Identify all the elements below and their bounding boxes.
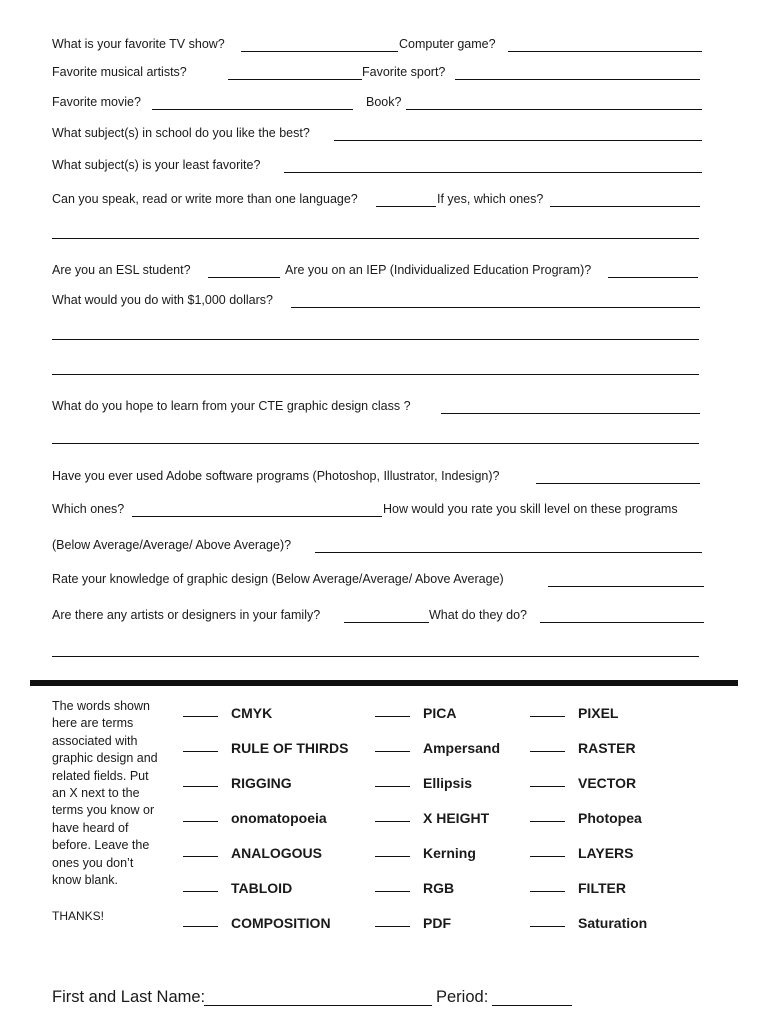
answer-field-1000-dollars[interactable] [291,294,700,308]
term-checkbox-line[interactable] [375,856,410,857]
question-label: Computer game? [399,37,496,51]
term-label: X HEIGHT [423,810,490,826]
question-label: Which ones? [52,502,125,516]
term-checkbox-line[interactable] [530,856,565,857]
term-label: LAYERS [578,845,634,861]
answer-field-computer-game[interactable] [508,38,702,52]
term-checkbox-line[interactable] [183,891,218,892]
answer-line-1000-dollars[interactable] [52,374,699,375]
answer-field-iep[interactable] [608,264,698,278]
answer-field-which-ones[interactable] [132,503,382,517]
question-label: Have you ever used Adobe software programs (Photoshop, Illustrator, Indesign)? [52,469,500,483]
term-label: PICA [423,705,457,721]
term-item [375,738,525,758]
question-label: How would you rate you skill level on these programs [383,502,678,516]
term-checkbox-line[interactable] [183,856,218,857]
answer-line-languages[interactable] [52,238,699,239]
question-label: Are there any artists or designers in your family? [52,608,321,622]
answer-field-hope-to-learn[interactable] [441,400,700,414]
term-item [183,703,363,723]
name-label: First and Last Name: [52,988,206,1006]
term-checkbox-line[interactable] [183,716,218,717]
term-label: Kerning [423,845,476,861]
term-item [375,773,525,793]
term-label: ANALOGOUS [231,845,322,861]
term-item [375,703,525,723]
answer-line-family[interactable] [52,656,699,657]
question-label: What subject(s) is your least favorite? [52,158,261,172]
term-item [530,878,670,898]
question-1000-dollars [52,290,700,310]
term-label: CMYK [231,705,273,721]
term-checkbox-line[interactable] [375,716,410,717]
term-checkbox-line[interactable] [530,716,565,717]
term-checkbox-line[interactable] [375,926,410,927]
term-checkbox-line[interactable] [183,786,218,787]
term-checkbox-line[interactable] [530,751,565,752]
term-checkbox-line[interactable] [375,786,410,787]
question-tv-show [52,34,702,54]
term-checkbox-line[interactable] [375,751,410,752]
answer-field-adobe-used[interactable] [536,470,700,484]
answer-field-design-knowledge[interactable] [548,573,704,587]
question-adobe-used [52,466,700,486]
terms-instructions: The words shown here are terms associated with graphic design and related fields. Put an X next to the terms you know or have heard of before. Leave the ones you don’t know blank. [52,699,158,888]
term-label: COMPOSITION [231,915,331,931]
term-checkbox-line[interactable] [183,751,218,752]
answer-field-best-subject[interactable] [334,127,702,141]
term-label: Ampersand [423,740,501,756]
question-which-ones [52,499,704,519]
term-item [530,808,670,828]
question-hope-to-learn [52,396,700,416]
answer-field-tv-show[interactable] [241,38,398,52]
term-item [530,738,670,758]
term-item [375,843,525,863]
question-label: Can you speak, read or write more than one language? [52,192,358,206]
question-label: Are you an ESL student? [52,263,191,277]
name-field[interactable] [204,990,432,1006]
answer-field-least-subject[interactable] [284,159,702,173]
question-label: Favorite sport? [362,65,446,79]
term-checkbox-line[interactable] [375,821,410,822]
section-divider [30,680,738,686]
term-item [183,843,363,863]
answer-field-more-languages[interactable] [376,193,436,207]
question-label: If yes, which ones? [437,192,544,206]
thanks-text: THANKS! [52,909,105,923]
question-movie-book [52,92,702,112]
answer-line-hope-to-learn[interactable] [52,443,699,444]
term-item [530,843,670,863]
term-checkbox-line[interactable] [183,926,218,927]
term-checkbox-line[interactable] [530,821,565,822]
question-label: Are you on an IEP (Individualized Education Program)? [285,263,592,277]
question-skill-level [52,535,702,555]
term-label: PIXEL [578,705,619,721]
term-checkbox-line[interactable] [530,786,565,787]
question-label: What subject(s) in school do you like the best? [52,126,310,140]
answer-field-book[interactable] [406,96,702,110]
term-checkbox-line[interactable] [183,821,218,822]
question-label: Book? [366,95,402,109]
term-label: TABLOID [231,880,293,896]
question-label: Favorite musical artists? [52,65,187,79]
term-label: onomatopoeia [231,810,327,826]
term-label: FILTER [578,880,626,896]
term-label: RULE OF THIRDS [231,740,349,756]
answer-field-what-they-do[interactable] [540,609,704,623]
period-field[interactable] [492,990,572,1006]
answer-field-sport[interactable] [455,66,700,80]
term-item [375,878,525,898]
term-label: PDF [423,915,451,931]
term-item [530,773,670,793]
question-music-sport [52,62,700,82]
term-label: RASTER [578,740,636,756]
term-item [183,773,363,793]
question-artists-in-family [52,605,704,625]
term-item [375,913,525,933]
term-item [183,878,363,898]
term-checkbox-line[interactable] [530,891,565,892]
question-least-subject [52,155,702,175]
answer-field-which-languages[interactable] [550,193,700,207]
term-item [183,738,363,758]
answer-line-1000-dollars[interactable] [52,339,699,340]
term-label: Ellipsis [423,775,473,791]
name-period-row [52,984,582,1010]
question-label: What would you do with $1,000 dollars? [52,293,273,307]
answer-field-musical-artists[interactable] [228,66,362,80]
term-label: Saturation [578,915,648,931]
answer-field-skill-level[interactable] [315,539,702,553]
term-label: Photopea [578,810,642,826]
question-label: What is your favorite TV show? [52,37,225,51]
term-item [530,913,670,933]
term-checkbox-line[interactable] [375,891,410,892]
question-esl-iep [52,260,698,280]
question-label: Rate your knowledge of graphic design (Below Average/Average/ Above Average) [52,572,504,586]
term-label: RGB [423,880,455,896]
answer-field-esl[interactable] [208,264,280,278]
question-label: What do they do? [429,608,527,622]
term-item [183,808,363,828]
term-item [375,808,525,828]
period-label: Period: [436,988,489,1006]
question-label: (Below Average/Average/ Above Average)? [52,538,292,552]
question-label: What do you hope to learn from your CTE graphic design class ? [52,399,411,413]
question-languages [52,189,700,209]
answer-field-artists-in-family[interactable] [344,609,429,623]
question-label: Favorite movie? [52,95,141,109]
answer-field-movie[interactable] [152,96,353,110]
term-checkbox-line[interactable] [530,926,565,927]
term-item [530,703,670,723]
term-label: VECTOR [578,775,637,791]
term-item [183,913,363,933]
question-graphic-design-knowledge [52,569,704,589]
question-best-subject [52,123,702,143]
term-label: RIGGING [231,775,292,791]
